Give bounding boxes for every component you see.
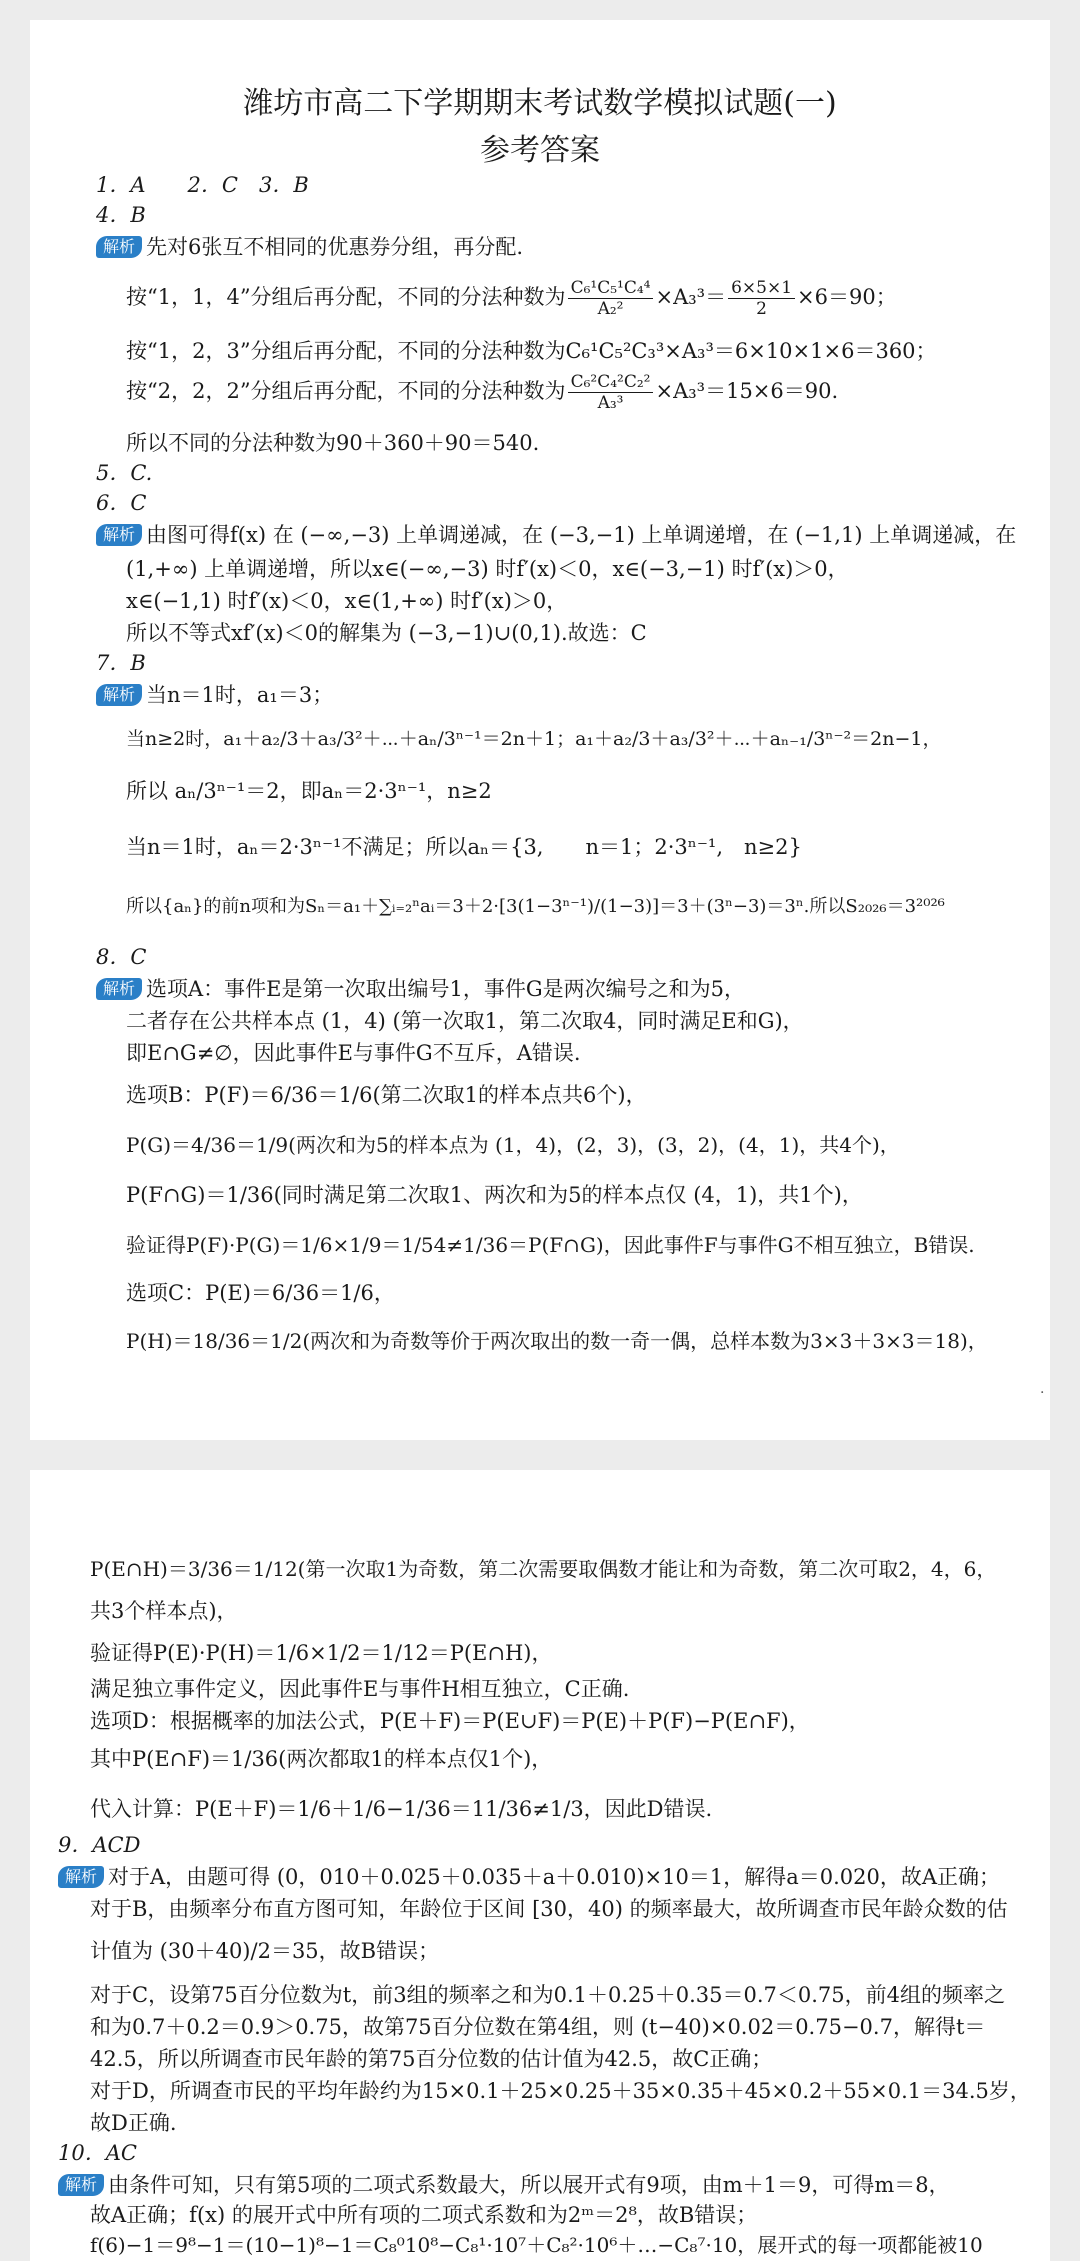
q10-line-2: 故A正确；f(x) 的展开式中所有项的二项式系数和为2ᵐ＝2⁸，故B错误； (90, 2203, 758, 2227)
answer-page-2 (30, 1470, 1050, 2261)
q4-frac-1-num: C₆¹C₅¹C₄⁴ (568, 278, 654, 299)
q4-l3-post: ×A₃³＝15×6＝90. (655, 379, 839, 403)
q10-line-1 (58, 2170, 950, 2200)
q9-line-2: 对于B，由频率分布直方图可知，年龄位于区间 [30，40) 的频率最大，故所调查市民年龄众数的估 (90, 1897, 1008, 1921)
explain-badge: 解析 (58, 1866, 104, 1888)
q8-line-9: P(H)＝18/36＝1/2(两次和为奇数等价于两次取出的数一奇一偶，总样本数为3×3＋3×3＝18)， (126, 1329, 988, 1353)
q7-answer: 7．B (96, 651, 146, 675)
q4-frac-3 (568, 372, 654, 413)
q6-line-1 (96, 520, 1016, 550)
page-mark: · (1040, 1385, 1045, 1401)
q7-line-5: 所以{aₙ}的前n项和为Sₙ＝a₁＋∑ᵢ₌₂ⁿaᵢ＝3＋2·[3(1−3ⁿ⁻¹)/(1−3)]＝3＋(3ⁿ−3)＝3ⁿ.所以S₂₀₂₆＝3²⁰²⁶ (126, 896, 945, 917)
q9-line-7: 对于D，所调查市民的平均年龄约为15×0.1＋25×0.25＋35×0.35＋45×0.2＋55×0.1＝34.5岁， (90, 2079, 1031, 2103)
q10-l1-text: 由条件可知，只有第5项的二项式系数最大，所以展开式有9项，由m＋1＝9，可得m＝8， (108, 2173, 950, 2197)
q8-l1-text: 选项A：事件E是第一次取出编号1，事件G是两次编号之和为5， (146, 977, 746, 1001)
q8-line-6: P(F∩G)＝1/36(同时满足第二次取1、两次和为5的样本点仅 (4，1)，共1个)， (126, 1183, 863, 1207)
q9-l1-text: 对于A，由题可得 (0，010＋0.025＋0.035＋a＋0.010)×10＝1，解得a＝0.020，故A正确； (108, 1865, 1001, 1889)
answer-page-1 (30, 20, 1050, 1440)
p2-line-6: 其中P(E∩F)＝1/36(两次都取1的样本点仅1个)， (90, 1747, 553, 1771)
p2-line-5: 选项D：根据概率的加法公式，P(E＋F)＝P(E∪F)＝P(E)＋P(F)−P(E∩F)， (90, 1709, 810, 1733)
p2-line-7: 代入计算：P(E＋F)＝1/6＋1/6−1/36＝11/36≠1/3，因此D错误. (90, 1797, 713, 1821)
q10-line-3: f(6)−1＝9⁸−1＝(10−1)⁸−1＝C₈⁰10⁸−C₈¹·10⁷＋C₈²·10⁶＋…−C₈⁷·10，展开式的每一项都能被10 (90, 2233, 983, 2257)
page-subtitle: 参考答案 (480, 133, 600, 168)
q4-frac-1-den: A₂² (597, 299, 624, 319)
q4-l1-mid: ×A₃³＝ (655, 285, 727, 309)
q9-line-5: 和为0.7＋0.2＝0.9＞0.75，故第75百分位数在第4组，则 (t−40)×0.02＝0.75−0.7，解得t＝ (90, 2015, 986, 2039)
q7-line-1 (96, 680, 333, 710)
q4-frac-2-den: 2 (756, 299, 767, 319)
q6-line-4: 所以不等式xf′(x)＜0的解集为 (−3,−1)∪(0,1).故选：C (126, 621, 647, 645)
q8-line-8: 选项C：P(E)＝6/36＝1/6， (126, 1281, 395, 1305)
q9-line-1 (58, 1862, 1000, 1892)
page-title: 潍坊市高二下学期期末考试数学模拟试题(一) (243, 86, 837, 121)
q9-line-3: 计值为 (30＋40)/2＝35，故B错误； (90, 1939, 440, 1963)
p2-line-4: 满足独立事件定义，因此事件E与事件H相互独立，C正确. (90, 1677, 630, 1701)
q4-frac-3-num: C₆²C₄²C₂² (568, 372, 654, 393)
q8-line-3: 即E∩G≠∅，因此事件E与事件G不互斥，A错误. (126, 1041, 581, 1065)
explain-badge: 解析 (96, 978, 142, 1000)
q6-l1-text: 由图可得f(x) 在 (−∞,−3) 上单调递减，在 (−3,−1) 上单调递增，在 (−1,1) 上单调递减，在 (146, 523, 1017, 547)
q4-intro: 先对6张互不相同的优惠券分组，再分配. (146, 235, 524, 259)
q4-frac-3-den: A₃³ (597, 393, 624, 413)
p2-line-1: P(E∩H)＝3/36＝1/12(第一次取1为奇数，第二次需要取偶数才能让和为奇数，第二次可取2，4，6， (90, 1557, 997, 1581)
q4-l3-text: 按“2，2，2”分组后再分配，不同的分法种数为 (126, 379, 566, 403)
q8-answer: 8．C (96, 945, 147, 969)
q6-line-3: x∈(−1,1) 时f′(x)＜0，x∈(1,+∞) 时f′(x)＞0， (126, 589, 568, 613)
q4-l1-post: ×6＝90； (797, 285, 897, 309)
q8-line-4: 选项B：P(F)＝6/36＝1/6(第二次取1的样本点共6个)， (126, 1083, 647, 1107)
q7-l1-text: 当n＝1时，a₁＝3； (146, 683, 334, 707)
q4-line-3 (126, 372, 838, 413)
explain-badge: 解析 (96, 236, 142, 258)
q4-frac-2 (728, 278, 795, 319)
p2-line-3: 验证得P(E)·P(H)＝1/6×1/2＝1/12＝P(E∩H)， (90, 1641, 553, 1665)
explain-badge: 解析 (58, 2174, 104, 2196)
q4-explain (96, 232, 523, 262)
q4-line-1 (126, 278, 897, 319)
explain-badge: 解析 (96, 524, 142, 546)
q7-line-2: 当n≥2时，a₁＋a₂/3＋a₃/3²＋⋯＋aₙ/3ⁿ⁻¹＝2n＋1；a₁＋a₂/3＋a₃/3²＋⋯＋aₙ₋₁/3ⁿ⁻²＝2n−1， (126, 728, 942, 750)
explain-badge: 解析 (96, 684, 142, 706)
q8-line-7: 验证得P(F)·P(G)＝1/6×1/9＝1/54≠1/36＝P(F∩G)，因此事件F与事件G不相互独立，B错误. (126, 1233, 975, 1257)
q4-frac-1 (568, 278, 654, 319)
q9-line-4: 对于C，设第75百分位数为t，前3组的频率之和为0.1＋0.25＋0.35＝0.7＜0.75，前4组的频率之 (90, 1983, 1006, 2007)
q4-line-2: 按“1，2，3”分组后再分配，不同的分法种数为C₆¹C₅²C₃³×A₃³＝6×10×1×6＝360； (126, 339, 937, 363)
q4-l1-text: 按“1，1，4”分组后再分配，不同的分法种数为 (126, 285, 566, 309)
q8-line-5: P(G)＝4/36＝1/9(两次和为5的样本点为 (1，4)，(2，3)，(3，2)，(4，1)，共4个)， (126, 1133, 900, 1157)
q7-line-4: 当n＝1时，aₙ＝2·3ⁿ⁻¹不满足；所以aₙ＝{3, n＝1；2·3ⁿ⁻¹, n≥2} (126, 835, 802, 859)
q4-frac-2-num: 6×5×1 (728, 278, 795, 299)
q9-line-6: 42.5，所以所调查市民年龄的第75百分位数的估计值为42.5，故C正确； (90, 2047, 773, 2071)
q10-answer: 10．AC (58, 2141, 137, 2165)
p2-line-2: 共3个样本点)， (90, 1599, 238, 1623)
q8-line-1 (96, 974, 745, 1004)
q9-line-8: 故D正确. (90, 2111, 177, 2135)
q5-answer: 5．C. (96, 461, 153, 485)
q6-answer: 6．C (96, 491, 147, 515)
q7-line-3: 所以 aₙ/3ⁿ⁻¹＝2，即aₙ＝2·3ⁿ⁻¹，n≥2 (126, 779, 492, 803)
answers-1-3: 1．A 2．C 3．B (96, 173, 309, 197)
q4-answer: 4．B (96, 203, 146, 227)
q4-line-4: 所以不同的分法种数为90＋360＋90＝540. (126, 431, 540, 455)
q8-line-2: 二者存在公共样本点 (1，4) (第一次取1，第二次取4，同时满足E和G)， (126, 1009, 804, 1033)
q9-answer: 9．ACD (58, 1833, 141, 1857)
q6-line-2: (1,+∞) 上单调递增，所以x∈(−∞,−3) 时f′(x)＜0，x∈(−3,−1) 时f′(x)＞0， (126, 557, 849, 581)
